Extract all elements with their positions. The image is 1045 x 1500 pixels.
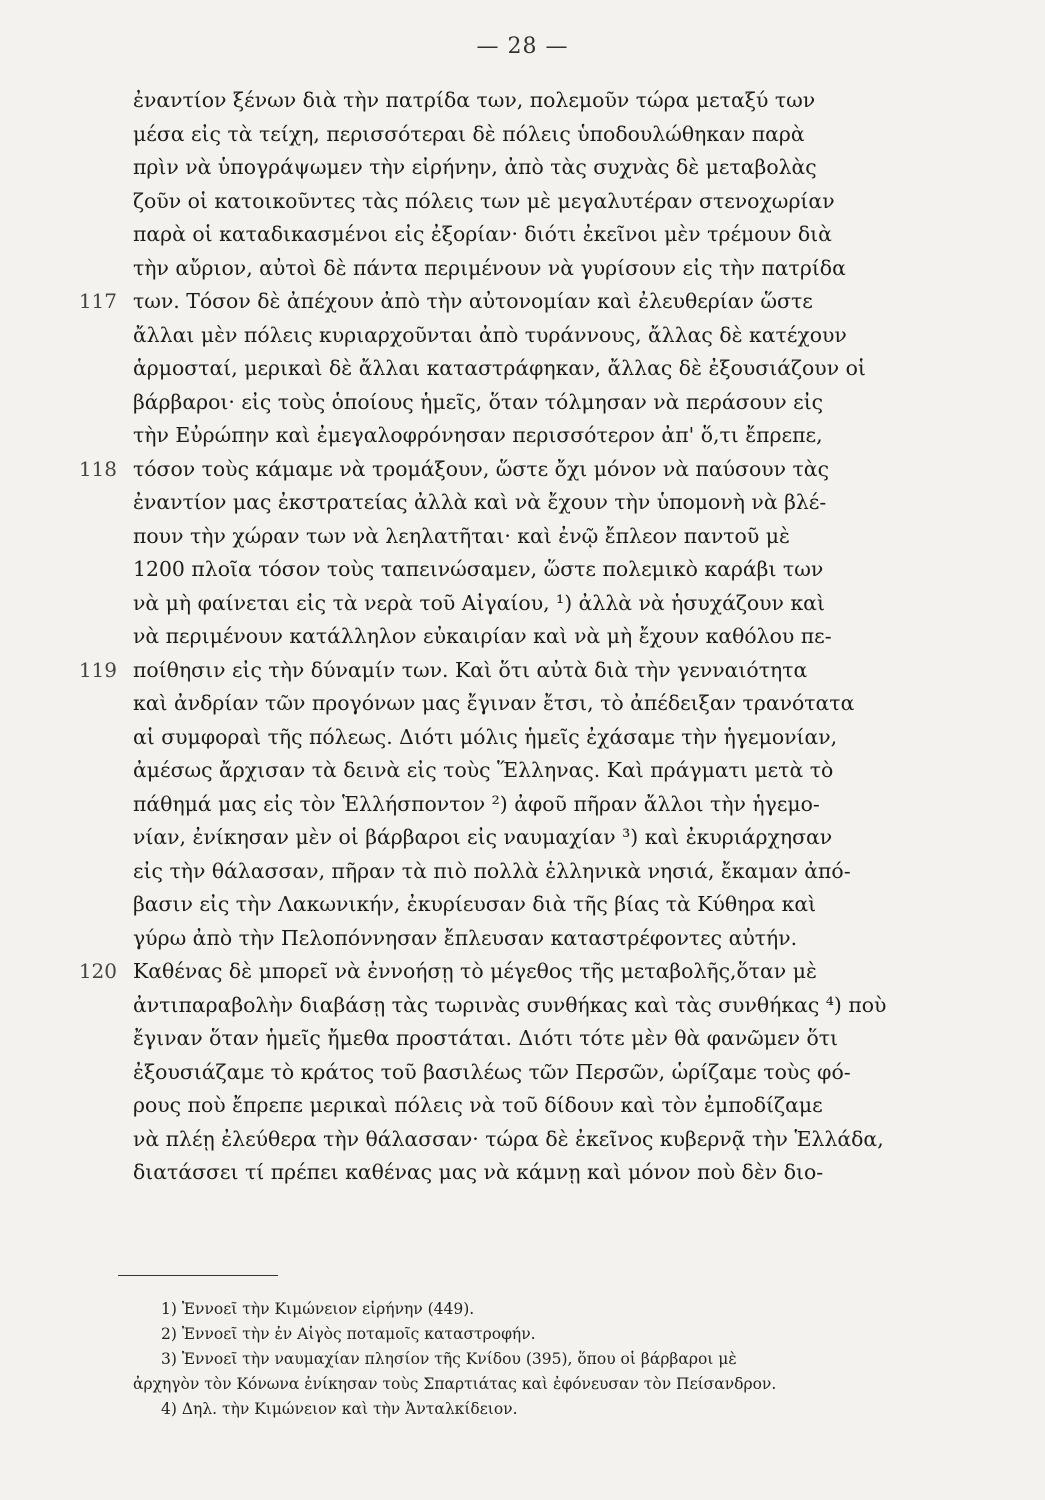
text-line [133, 989, 963, 1023]
text-line [133, 486, 963, 520]
line-text: πουν τὴν χώραν των νὰ λεηλατῆται· καὶ ἐνῷ ἔπλεον παντοῦ μὲ [133, 523, 790, 548]
text-line [133, 687, 963, 721]
text-line [133, 520, 963, 554]
margin-section-number: 120 [78, 959, 117, 983]
line-text: πάθημά μας εἰς τὸν Ἑλλήσποντον ²) ἀφοῦ πῆραν ἄλλοι τὴν ἡγεμο- [133, 791, 820, 816]
footnote: 3) Ἐννοεῖ τὴν ναυμαχίαν πλησίον τῆς Κνίδου (395), ὅπου οἱ βάρβαροι μὲ [161, 1350, 737, 1368]
text-line [133, 922, 963, 956]
line-text: παρὰ οἱ καταδικασμένοι εἰς ἐξορίαν· διότι ἐκεῖνοι μὲν τρέμουν διὰ [133, 222, 832, 246]
footnote: 4) Δηλ. τὴν Κιμώνειον καὶ τὴν Ἀνταλκίδειον. [161, 1400, 518, 1418]
line-text: ἁρμοσταί, μερικαὶ δὲ ἄλλαι καταστράφηκαν, ἄλλας δὲ ἐξουσιάζουν οἱ [133, 356, 866, 380]
line-text: γύρω ἀπὸ τὴν Πελοπόννησαν ἔπλευσαν καταστρέφοντες αὐτήν. [133, 925, 798, 950]
line-text: ἐξουσιάζαμε τὸ κράτος τοῦ βασιλέως τῶν Περσῶν, ὡρίζαμε τοὺς φό- [133, 1059, 851, 1084]
footnote-separator [118, 1275, 278, 1276]
line-text: των. Τόσον δὲ ἀπέχουν ἀπὸ τὴν αὐτονομίαν καὶ ἐλευθερίαν ὥστε [133, 289, 813, 313]
text-line [133, 1123, 963, 1157]
line-text: ζοῦν οἱ κατοικοῦντες τὰς πόλεις των μὲ μεγαλυτέραν στενοχωρίαν [133, 188, 835, 213]
text-line [133, 721, 963, 755]
text-line [133, 252, 963, 286]
line-text: τὴν αὔριον, αὐτοὶ δὲ πάντα περιμένουν νὰ γυρίσουν εἰς τὴν πατρίδα [133, 255, 846, 280]
line-text: νὰ πλέῃ ἐλεύθερα τὴν θάλασσαν· τώρα δὲ ἐκεῖνος κυβερνᾷ τὴν Ἑλλάδα, [133, 1126, 884, 1151]
text-line [133, 788, 963, 822]
page-number: — 28 — [476, 34, 569, 59]
line-text: ἄλλαι μὲν πόλεις κυριαρχοῦνται ἀπὸ τυράννους, ἄλλας δὲ κατέχουν [133, 322, 847, 347]
line-text: νὰ περιμένουν κατάλληλον εὐκαιρίαν καὶ νὰ μὴ ἔχουν καθόλου πε- [133, 624, 832, 648]
margin-section-number: 117 [78, 289, 117, 313]
line-text: διατάσσει τί πρέπει καθένας μας νὰ κάμνῃ καὶ μόνον ποὺ δὲν διο- [133, 1160, 824, 1184]
line-text: νὰ μὴ φαίνεται εἰς τὰ νερὰ τοῦ Αἰγαίου, ¹) ἀλλὰ νὰ ἡσυχάζουν καὶ [133, 590, 825, 615]
line-text: Καθένας δὲ μπορεῖ νὰ ἐννοήσῃ τὸ μέγεθος τῆς μεταβολῆς,ὅταν μὲ [133, 959, 817, 983]
text-line [78, 453, 963, 487]
body-text [78, 84, 963, 1190]
text-line [133, 553, 963, 587]
text-line [78, 654, 963, 688]
footnotes [133, 1297, 963, 1422]
text-line [133, 352, 963, 386]
text-line [133, 1022, 963, 1056]
line-text: ρους ποὺ ἔπρεπε μερικαὶ πόλεις νὰ τοῦ δίδουν καὶ τὸν ἐμποδίζαμε [133, 1093, 823, 1117]
text-line [133, 855, 963, 889]
line-text: πρὶν νὰ ὑπογράψωμεν τὴν εἰρήνην, ἀπὸ τὰς συχνὰς δὲ μεταβολὰς [133, 155, 817, 179]
text-line [78, 955, 963, 989]
line-text: βάρβαροι· εἰς τοὺς ὁποίους ἡμεῖς, ὅταν τόλμησαν νὰ περάσουν εἰς [133, 389, 824, 414]
line-text: ἀντιπαραβολὴν διαβάσῃ τὰς τωρινὰς συνθήκας καὶ τὰς συνθήκας ⁴) ποὺ [133, 992, 887, 1017]
text-line [133, 1056, 963, 1090]
line-text: τόσον τοὺς κάμαμε νὰ τρομάξουν, ὥστε ὄχι μόνον νὰ παύσουν τὰς [133, 456, 829, 481]
line-text: τὴν Εὐρώπην καὶ ἐμεγαλοφρόνησαν περισσότερον ἀπ' ὅ,τι ἔπρεπε, [133, 423, 823, 447]
line-text: μέσα εἰς τὰ τείχη, περισσότεραι δὲ πόλεις ὑποδουλώθηκαν παρὰ [133, 121, 805, 146]
line-text: ἐναντίον ξένων διὰ τὴν πατρίδα των, πολεμοῦν τώρα μεταξύ των [133, 88, 816, 112]
margin-section-number: 119 [78, 657, 117, 682]
text-line [133, 587, 963, 621]
text-line [133, 419, 963, 453]
line-text: νίαν, ἐνίκησαν μὲν οἱ βάρβαροι εἰς ναυμαχίαν ³) καὶ ἐκυριάρχησαν [133, 825, 833, 849]
line-text: εἰς τὴν θάλασσαν, πῆραν τὰ πιὸ πολλὰ ἑλληνικὰ νησιά, ἔκαμαν ἀπό- [133, 858, 851, 883]
footnote: 2) Ἐννοεῖ τὴν ἐν Αἰγὸς ποταμοῖς καταστροφήν. [161, 1325, 536, 1343]
text-line [133, 84, 963, 118]
text-line [133, 218, 963, 252]
text-line [133, 754, 963, 788]
text-line [78, 285, 963, 319]
text-line [133, 620, 963, 654]
text-line [133, 151, 963, 185]
text-line [133, 118, 963, 152]
text-line [133, 1089, 963, 1123]
line-text: ἀμέσως ἄρχισαν τὰ δεινὰ εἰς τοὺς Ἕλληνας. Καὶ πράγματι μετὰ τὸ [133, 758, 834, 782]
text-line [133, 319, 963, 353]
footnote: ἀρχηγὸν τὸν Κόνωνα ἐνίκησαν τοὺς Σπαρτιάτας καὶ ἐφόνευσαν τὸν Πείσανδρον. [133, 1375, 777, 1393]
text-line [133, 386, 963, 420]
line-text: ποίθησιν εἰς τὴν δύναμίν των. Καὶ ὅτι αὐτὰ διὰ τὴν γενναιότητα [133, 657, 808, 682]
footnote: 1) Ἐννοεῖ τὴν Κιμώνειον εἰρήνην (449). [161, 1300, 475, 1318]
line-text: αἱ συμφοραὶ τῆς πόλεως. Διότι μόλις ἡμεῖς ἐχάσαμε τὴν ἡγεμονίαν, [133, 724, 838, 749]
text-line [133, 1156, 963, 1190]
text-line [133, 821, 963, 855]
line-text: ἐναντίον μας ἐκστρατείας ἀλλὰ καὶ νὰ ἔχουν τὴν ὑπομονὴ νὰ βλέ- [133, 490, 827, 514]
text-line [133, 888, 963, 922]
line-text: καὶ ἀνδρίαν τῶν προγόνων μας ἔγιναν ἔτσι, τὸ ἀπέδειξαν τρανότατα [133, 691, 855, 715]
margin-section-number: 118 [78, 456, 117, 481]
line-text: βασιν εἰς τὴν Λακωνικήν, ἐκυρίευσαν διὰ τῆς βίας τὰ Κύθηρα καὶ [133, 892, 817, 916]
text-line [133, 185, 963, 219]
line-text: 1200 πλοῖα τόσον τοὺς ταπεινώσαμεν, ὥστε πολεμικὸ καράβι των [133, 557, 824, 581]
line-text: ἔγιναν ὅταν ἡμεῖς ἤμεθα προστάται. Διότι τότε μὲν θὰ φανῶμεν ὅτι [133, 1026, 839, 1050]
